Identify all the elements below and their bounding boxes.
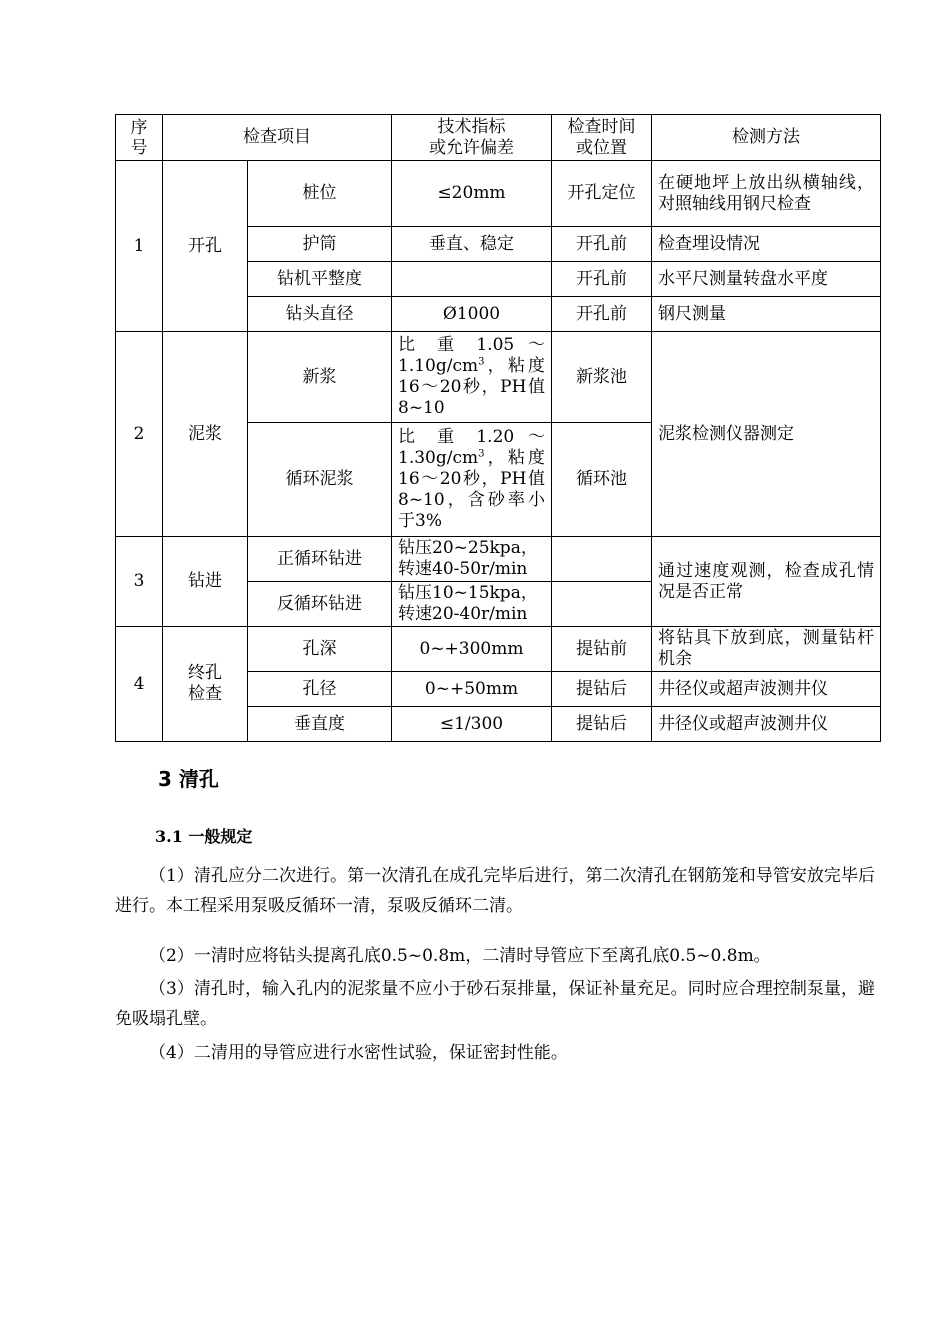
- cell-time: [552, 537, 652, 582]
- cell-spec-sup: 3: [478, 356, 485, 368]
- cell-spec-sup: 3: [478, 448, 485, 460]
- header-item: 检查项目: [163, 115, 392, 161]
- paragraph: （1）清孔应分二次进行。第一次清孔在成孔完毕后进行，第二次清孔在钢筋笼和导管安放完毕后进行。本工程采用泵吸反循环一清，泵吸反循环二清。: [115, 866, 875, 916]
- group-method: 泥浆检测仪器测定: [652, 332, 881, 537]
- header-time-line2: 或位置: [576, 137, 627, 158]
- header-spec-line1: 技术指标: [437, 116, 506, 137]
- cell-time: 循环池: [552, 423, 652, 537]
- paragraph: （3）清孔时，输入孔内的泥浆量不应小于砂石泵排量，保证补量充足。同时应合理控制泵量，避免吸塌孔壁。: [115, 979, 875, 1029]
- cell-item: 孔深: [248, 627, 392, 672]
- group-name: 泥浆: [163, 332, 248, 537]
- cell-method: 钢尺测量: [652, 297, 881, 332]
- group-name: 终孔检查: [163, 627, 248, 742]
- cell-spec-part: 比 重 1.20 ～1.30g/cm: [398, 427, 545, 468]
- cell-time: 新浆池: [552, 332, 652, 423]
- cell-time: 提钻前: [552, 627, 652, 672]
- cell-time: 开孔前: [552, 262, 652, 297]
- cell-item: 桩位: [248, 161, 392, 227]
- cell-method: 检查埋设情况: [652, 227, 881, 262]
- cell-spec-part: ，粘度16～20秒，PH值8~10: [398, 356, 545, 418]
- cell-spec-part: 比 重 1.05 ～1.10g/cm: [398, 335, 545, 376]
- cell-item: 钻机平整度: [248, 262, 392, 297]
- cell-time: [552, 582, 652, 627]
- cell-spec: [392, 262, 552, 297]
- group-method: 通过速度观测，检查成孔情况是否正常: [652, 537, 881, 627]
- cell-spec: Ø1000: [392, 297, 552, 332]
- cell-method: 将钻具下放到底，测量钻杆机余: [652, 627, 881, 672]
- cell-time: 提钻后: [552, 707, 652, 742]
- cell-item: 垂直度: [248, 707, 392, 742]
- cell-spec: ≤20mm: [392, 161, 552, 227]
- cell-spec: ≤1/300: [392, 707, 552, 742]
- cell-spec: [392, 332, 552, 423]
- header-time-line1: 检查时间: [567, 116, 636, 137]
- header-seq: 序号: [116, 115, 163, 161]
- cell-spec: 钻压20~25kpa，转速40-50r/min: [392, 537, 552, 582]
- inspection-table: [115, 114, 881, 742]
- header-time: [552, 115, 652, 161]
- cell-item: 反循环钻进: [248, 582, 392, 627]
- paragraph: （2）一清时应将钻头提离孔底0.5~0.8m，二清时导管应下至离孔底0.5~0.8m。: [149, 946, 771, 966]
- paragraph: （4）二清用的导管应进行水密性试验，保证密封性能。: [149, 1043, 568, 1063]
- cell-time: 开孔前: [552, 227, 652, 262]
- cell-time: 开孔定位: [552, 161, 652, 227]
- group-name: 钻进: [163, 537, 248, 627]
- table-row: [116, 161, 881, 227]
- group-seq: 3: [116, 537, 163, 627]
- table-row: [116, 332, 881, 423]
- cell-method: 水平尺测量转盘水平度: [652, 262, 881, 297]
- table-header-row: [116, 115, 881, 161]
- cell-item: 孔径: [248, 672, 392, 707]
- cell-spec: 0~+300mm: [392, 627, 552, 672]
- cell-item: 护筒: [248, 227, 392, 262]
- header-method: 检测方法: [652, 115, 881, 161]
- section-title: 3 清孔: [158, 767, 219, 791]
- header-spec-line2: 或允许偏差: [429, 137, 514, 158]
- header-spec: [392, 115, 552, 161]
- cell-spec: [392, 423, 552, 537]
- cell-spec: 0~+50mm: [392, 672, 552, 707]
- group-name: 开孔: [163, 161, 248, 332]
- group-seq: 2: [116, 332, 163, 537]
- group-seq: 4: [116, 627, 163, 742]
- cell-item: 新浆: [248, 332, 392, 423]
- subsection-title: 3.1 一般规定: [155, 827, 253, 846]
- cell-time: 开孔前: [552, 297, 652, 332]
- cell-item: 循环泥浆: [248, 423, 392, 537]
- cell-spec: 垂直、稳定: [392, 227, 552, 262]
- cell-method: 井径仪或超声波测井仪: [652, 707, 881, 742]
- cell-spec: 钻压10~15kpa，转速20-40r/min: [392, 582, 552, 627]
- cell-time: 提钻后: [552, 672, 652, 707]
- group-seq: 1: [116, 161, 163, 332]
- cell-item: 正循环钻进: [248, 537, 392, 582]
- table-row: [116, 537, 881, 582]
- cell-item: 钻头直径: [248, 297, 392, 332]
- table-row: [116, 627, 881, 672]
- cell-method: 井径仪或超声波测井仪: [652, 672, 881, 707]
- cell-method: 在硬地坪上放出纵横轴线，对照轴线用钢尺检查: [652, 161, 881, 227]
- cell-spec-part: ，粘度16～20秒，PH值8~10，含砂率小于3%: [398, 448, 545, 531]
